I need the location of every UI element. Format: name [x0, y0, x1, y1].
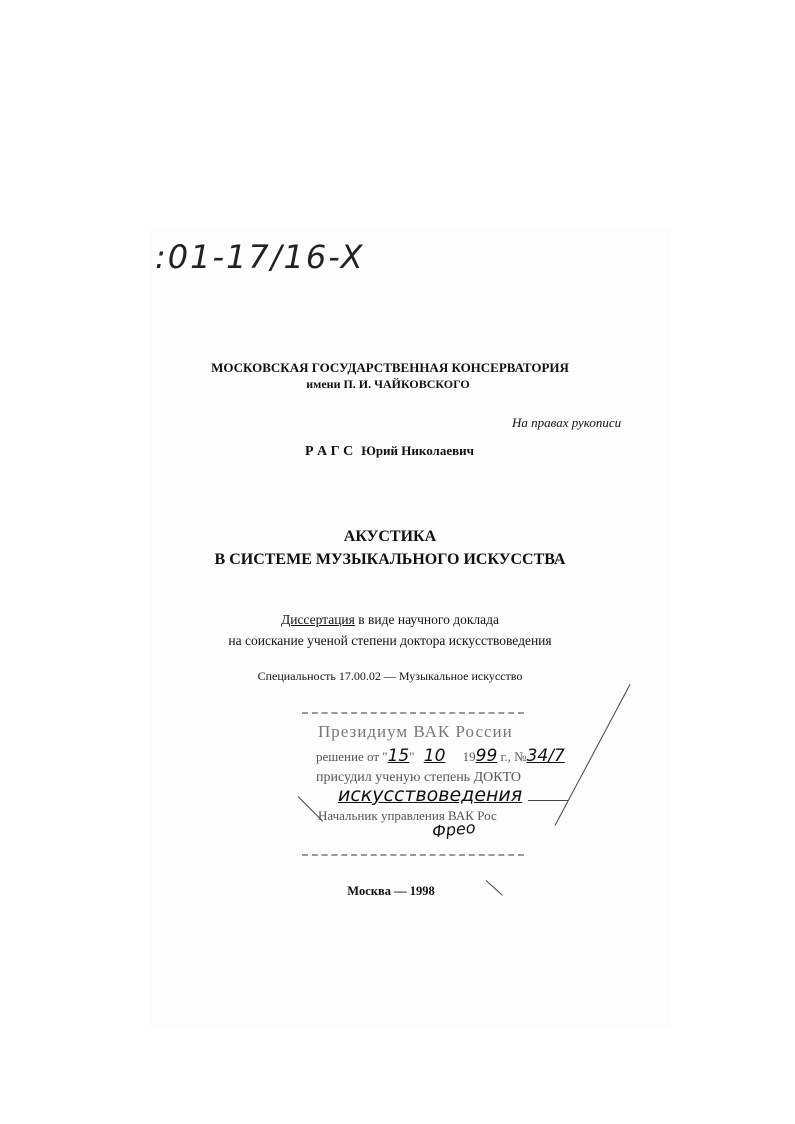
institution-name: МОСКОВСКАЯ ГОСУДАРСТВЕННАЯ КОНСЕРВАТОРИЯ — [211, 360, 569, 375]
dissertation-type — [281, 612, 499, 628]
city-and-year: Москва — 1998 — [347, 884, 435, 898]
document-page — [150, 228, 670, 1028]
manuscript-rights-note: На правах рукописи — [512, 415, 622, 430]
stamp-header: Президиум ВАК России — [318, 722, 513, 741]
stamp-year-prefix: 19 — [462, 749, 476, 764]
stamp-year-unit: г., № — [497, 749, 527, 764]
dissertation-type-rest: в виде научного доклада — [354, 612, 499, 627]
author-given-names: Юрий Николаевич — [361, 443, 474, 458]
stamp-day: 15 — [387, 746, 410, 766]
stamp-quote: " — [409, 749, 415, 764]
stamp-number: 34/7 — [526, 746, 565, 766]
stamp-decision-line — [316, 746, 565, 766]
specialty: Специальность 17.00.02 — Музыкальное искусство — [257, 669, 523, 683]
degree-purpose: на соискание ученой степени доктора искусствоведения — [228, 633, 552, 648]
institution-named-after: имени П. И. ЧАЙКОВСКОГО — [306, 377, 470, 391]
stamp-month: 10 — [423, 746, 446, 766]
author-surname: Р А Г С — [305, 444, 354, 459]
stamp-year: 99 — [475, 746, 498, 766]
catalog-number: :01-17/16-X — [155, 238, 365, 276]
stamp-office-line: Начальник управления ВАК Рос — [318, 808, 497, 823]
stamp-decision-prefix: решение от " — [316, 749, 388, 764]
dissertation-title-line2: В СИСТЕМЕ МУЗЫКАЛЬНОГО ИСКУССТВА — [214, 551, 566, 568]
stamp-signature: Фрео — [431, 817, 477, 842]
stamp-degree-line: присудил ученую степень ДОКТО — [316, 770, 522, 785]
author-name — [305, 442, 474, 460]
dissertation-title-line1: АКУСТИКА — [343, 528, 437, 545]
dissertation-word: Диссертация — [281, 612, 355, 627]
stamp-margin-line — [528, 800, 568, 801]
stamp-field-handwritten: искусствоведения — [338, 784, 523, 806]
